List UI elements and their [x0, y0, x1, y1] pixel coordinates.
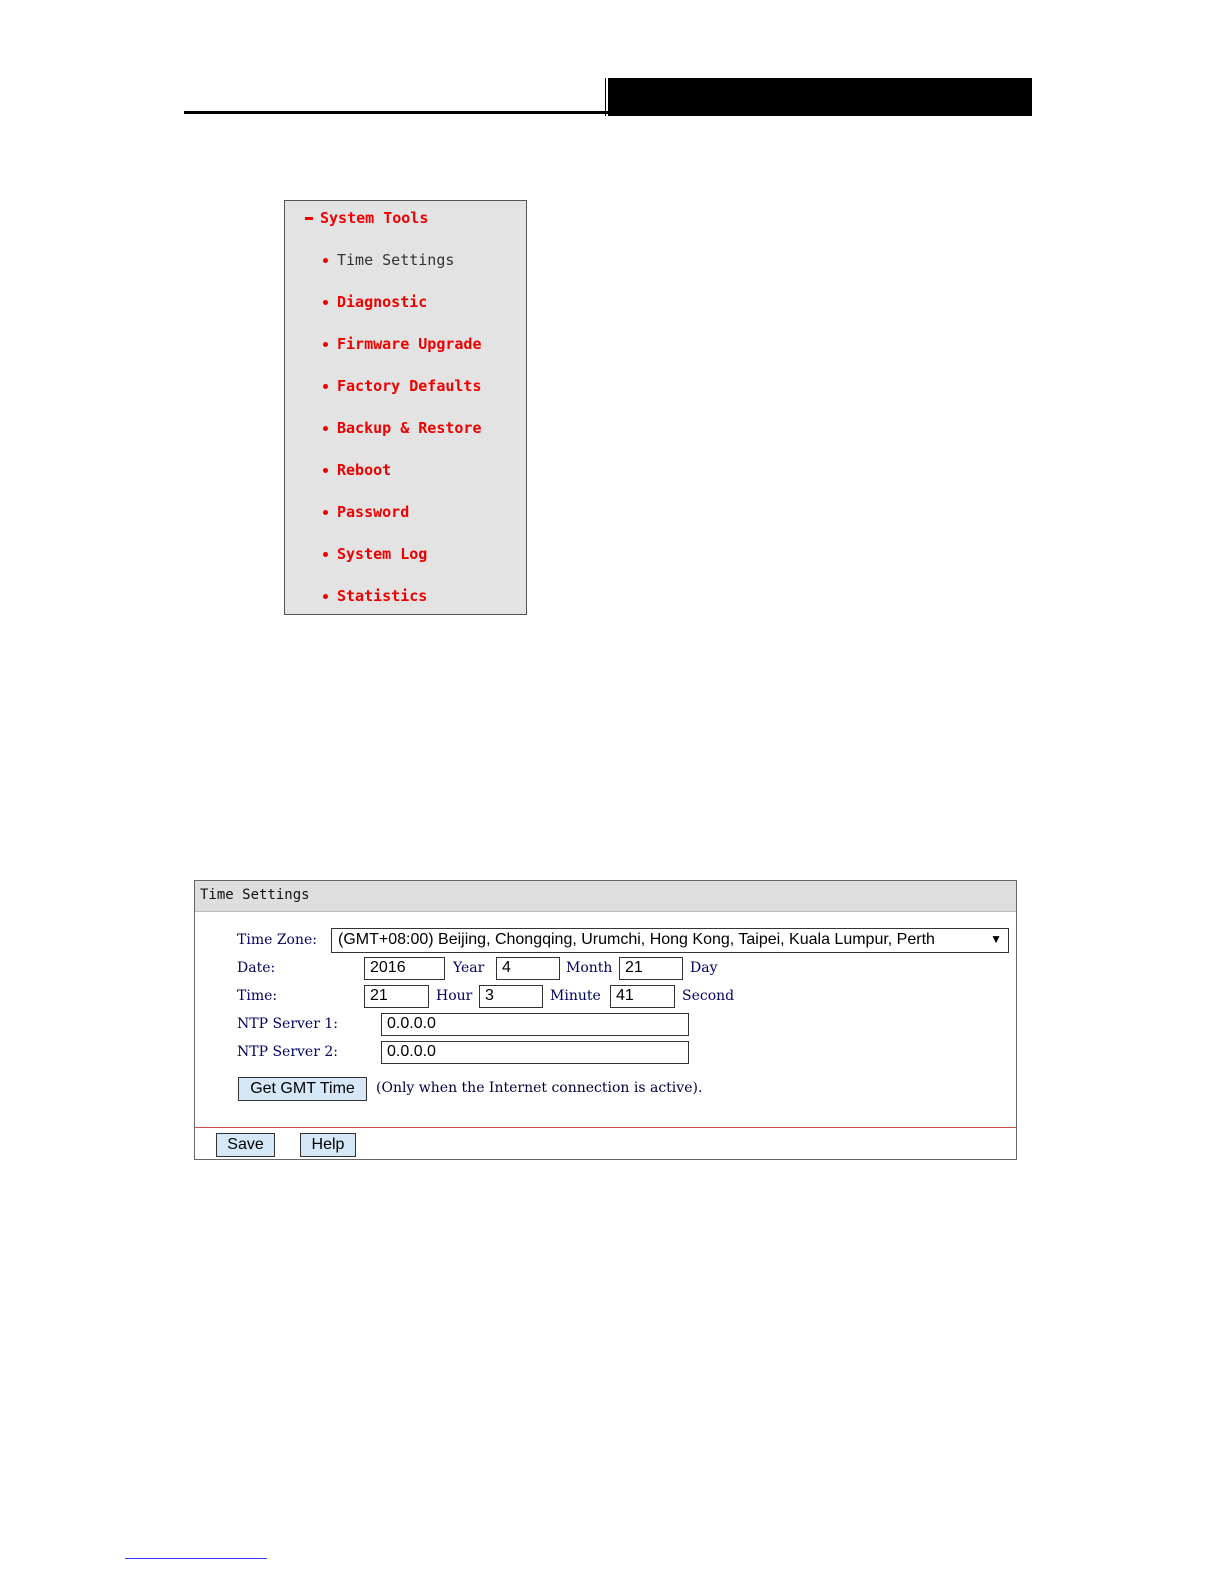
menu-item-label: System Log	[337, 545, 428, 563]
ntp-server-1-input[interactable]: 0.0.0.0	[381, 1013, 689, 1036]
second-label: Second	[682, 988, 735, 1004]
menu-item-label: Password	[337, 503, 410, 521]
day-label: Day	[690, 960, 718, 976]
bullet-icon	[323, 510, 328, 515]
header-rule	[184, 111, 1032, 114]
time-settings-panel	[194, 880, 1017, 1160]
day-input[interactable]: 21	[619, 957, 683, 980]
panel-separator	[195, 1127, 1016, 1128]
save-button[interactable]: Save	[216, 1133, 275, 1157]
panel-title-bar	[195, 881, 1016, 912]
dropdown-arrow-icon: ▼	[990, 932, 1002, 946]
time-zone-label: Time Zone:	[237, 932, 318, 948]
menu-item-label: Factory Defaults	[337, 377, 482, 395]
menu-heading-label: System Tools	[320, 209, 429, 227]
month-label: Month	[566, 960, 613, 976]
bullet-icon	[323, 468, 328, 473]
bullet-icon	[323, 426, 328, 431]
time-zone-select[interactable]	[331, 928, 1009, 953]
bullet-icon	[323, 552, 328, 557]
time-label: Time:	[237, 988, 278, 1004]
bullet-icon	[323, 300, 328, 305]
time-zone-value: (GMT+08:00) Beijing, Chongqing, Urumchi, Hong Kong, Taipei, Kuala Lumpur, Perth	[338, 931, 935, 948]
minute-input[interactable]: 3	[479, 985, 543, 1008]
panel-title: Time Settings	[200, 887, 310, 903]
bullet-icon	[323, 594, 328, 599]
year-label: Year	[453, 960, 485, 976]
ntp-server-2-label: NTP Server 2:	[237, 1044, 338, 1060]
menu-item-label: Backup & Restore	[337, 419, 482, 437]
second-input[interactable]: 41	[610, 985, 675, 1008]
minute-label: Minute	[550, 988, 601, 1004]
date-label: Date:	[237, 960, 276, 976]
bullet-icon	[323, 258, 328, 263]
bullet-icon	[323, 384, 328, 389]
menu-item-time-settings[interactable]	[323, 251, 454, 269]
menu-item-backup-restore[interactable]	[323, 419, 482, 437]
bullet-icon	[323, 342, 328, 347]
menu-item-reboot[interactable]	[323, 461, 391, 479]
hour-label: Hour	[436, 988, 473, 1004]
menu-item-password[interactable]	[323, 503, 409, 521]
menu-item-system-log[interactable]	[323, 545, 427, 563]
year-input[interactable]: 2016	[364, 957, 445, 980]
menu-item-label: Time Settings	[337, 251, 455, 269]
menu-item-label: Reboot	[337, 461, 392, 479]
menu-item-factory-defaults[interactable]	[323, 377, 482, 395]
menu-item-firmware-upgrade[interactable]	[323, 335, 482, 353]
ntp-server-1-label: NTP Server 1:	[237, 1016, 338, 1032]
menu-item-diagnostic[interactable]	[323, 293, 427, 311]
menu-item-label: Statistics	[337, 587, 428, 605]
menu-item-label: Diagnostic	[337, 293, 428, 311]
gmt-note: (Only when the Internet connection is active).	[376, 1080, 703, 1096]
help-button[interactable]: Help	[300, 1133, 356, 1157]
get-gmt-time-button[interactable]: Get GMT Time	[238, 1077, 367, 1101]
menu-item-label: Firmware Upgrade	[337, 335, 482, 353]
collapse-minus-icon	[305, 217, 313, 220]
hour-input[interactable]: 21	[364, 985, 429, 1008]
footer-link-underline	[125, 1558, 267, 1559]
ntp-server-2-input[interactable]: 0.0.0.0	[381, 1041, 689, 1064]
menu-item-statistics[interactable]	[323, 587, 427, 605]
system-tools-menu	[284, 200, 527, 615]
menu-heading-system-tools[interactable]	[305, 209, 428, 227]
month-input[interactable]: 4	[496, 957, 560, 980]
